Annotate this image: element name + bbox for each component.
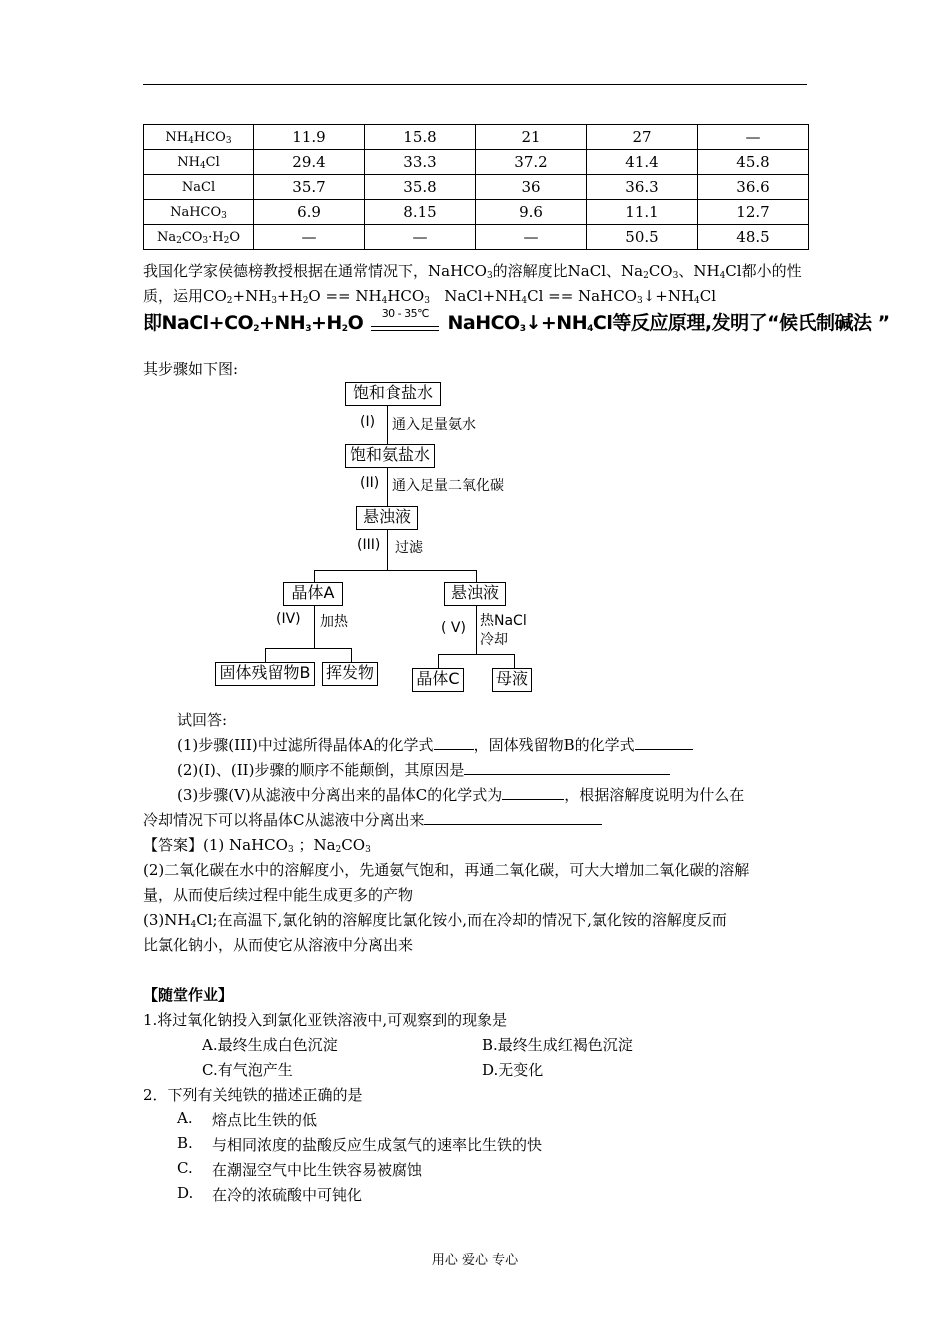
step-2-label: 通入足量二氧化碳 (392, 478, 504, 494)
question-1: (1)步骤(III)中过滤所得晶体A的化学式 ，固体残留物B的化学式 (177, 734, 693, 755)
table-row (144, 225, 809, 250)
question-3: (3)步骤(V)从滤液中分离出来的晶体C的化学式为 ，根据溶解度说明为什么在 (177, 786, 745, 804)
homework-question-1: 1.将过氧化钠投入到氯化亚铁溶液中,可观察到的现象是 (143, 1011, 508, 1029)
table-cell: 36.6 (698, 175, 809, 200)
box-crystal-a: 晶体A (283, 582, 343, 606)
table-cell: 41.4 (587, 150, 698, 175)
table-cell: 37.2 (476, 150, 587, 175)
row-label: NaHCO$_3$ (144, 200, 254, 225)
answer-blank (502, 784, 564, 800)
answer-2-line-2: 量，从而使后续过程中能生成更多的产物 (143, 886, 414, 904)
table-cell: 45.8 (698, 150, 809, 175)
option-2b-letter: B. (177, 1134, 193, 1152)
answer-1: 【答案】(1) NaHCO$_3$ ；$Na_2CO_3$ (143, 836, 371, 855)
box-suspension: 悬浊液 (356, 506, 418, 530)
option-1a: A.最终生成白色沉淀 (202, 1036, 338, 1054)
table-cell: — (476, 225, 587, 250)
option-1d: D.无变化 (482, 1061, 544, 1079)
option-2c-letter: C. (177, 1159, 193, 1177)
step-4-number: (IV) (276, 611, 301, 627)
table-cell: — (698, 125, 809, 150)
solubility-table (143, 124, 809, 250)
table-cell: 29.4 (254, 150, 365, 175)
box-mother-liquor: 母液 (492, 668, 532, 692)
table-cell: 50.5 (587, 225, 698, 250)
intro-line-1: 我国化学家侯德榜教授根据在通常情况下，NaHCO$_3$的溶解度比NaCl、$Na_2CO_3$、$NH_4Cl$都小的性 (143, 262, 802, 281)
step-5-label-cool: 冷却 (480, 632, 508, 648)
intro-line-2: 质，运用$CO_2+NH_3+H_2O == NH_4HCO_3$ $NaCl+NH_4Cl$ == $NaHCO_3↓+NH_4Cl$ (143, 287, 717, 306)
table-cell: 21 (476, 125, 587, 150)
answer-blank (635, 734, 693, 750)
box-volatiles: 挥发物 (322, 662, 378, 686)
step-3-label: 过滤 (395, 540, 423, 556)
option-1c: C.有气泡产生 (202, 1061, 293, 1079)
option-2b: 与相同浓度的盐酸反应生成氢气的速率比生铁的快 (212, 1136, 543, 1154)
table-cell: — (254, 225, 365, 250)
table-cell: 6.9 (254, 200, 365, 225)
step-5-label-heat: 热NaCl (480, 613, 527, 629)
homework-title: 【随堂作业】 (143, 986, 234, 1004)
row-label: $NH_4HCO_3$ (144, 125, 254, 150)
option-2c: 在潮湿空气中比生铁容易被腐蚀 (212, 1161, 423, 1179)
answer-blank (424, 809, 602, 825)
header-rule (143, 84, 807, 85)
option-2a-letter: A. (177, 1109, 193, 1127)
answer-2-line-1: (2)二氧化碳在水中的溶解度小，先通氨气饱和，再通二氧化碳，可大大增加二氧化碳的溶解 (143, 861, 750, 879)
answer-blank (434, 734, 474, 750)
table-cell: 36 (476, 175, 587, 200)
option-2d: 在冷的浓硫酸中可钝化 (212, 1186, 363, 1204)
table-cell: 9.6 (476, 200, 587, 225)
step-4-label: 加热 (320, 614, 348, 630)
table-cell: 35.7 (254, 175, 365, 200)
table-row (144, 200, 809, 225)
steps-intro: 其步骤如下图: (143, 360, 239, 378)
step-5-number: ( V) (441, 620, 466, 636)
page-footer: 用心 爱心 专心 (431, 1253, 519, 1268)
reaction-equation: 即$NaCl+CO_2+NH_3+H_2O$ 30 - 35℃ $NaHCO_3↓+NH_4Cl$等反应原理,发明了“候氏制碱法 ” (143, 306, 890, 334)
step-1-number: (I) (360, 414, 376, 430)
box-crystal-c: 晶体C (412, 668, 464, 692)
question-3-cont: 冷却情况下可以将晶体C从滤液中分离出来 (143, 809, 602, 830)
table-cell: 12.7 (698, 200, 809, 225)
table-cell: — (365, 225, 476, 250)
table-row (144, 150, 809, 175)
row-label: $Na_2CO_3\cdot H_2O$ (144, 225, 254, 250)
table-cell: 36.3 (587, 175, 698, 200)
table-cell: 48.5 (698, 225, 809, 250)
table-row (144, 175, 809, 200)
answer-3-line-2: 比氯化钠小，从而使它从溶液中分离出来 (143, 936, 414, 954)
homework-question-2: 2．下列有关纯铁的描述正确的是 (143, 1086, 363, 1104)
question-2: (2)(I)、(II)步骤的顺序不能颠倒，其原因是 (177, 759, 670, 780)
row-label: $NH_4Cl$ (144, 150, 254, 175)
table-cell: 11.9 (254, 125, 365, 150)
step-1-label: 通入足量氨水 (392, 417, 476, 433)
table-cell: 35.8 (365, 175, 476, 200)
table-cell: 27 (587, 125, 698, 150)
reaction-condition: 30 - 35℃ (371, 313, 439, 335)
answer-blank (464, 759, 670, 775)
step-2-number: (II) (360, 475, 380, 491)
questions-prompt: 试回答: (177, 711, 228, 729)
table-cell: 11.1 (587, 200, 698, 225)
box-solid-residue-b: 固体残留物B (215, 662, 315, 686)
option-1b: B.最终生成红褐色沉淀 (482, 1036, 633, 1054)
table-cell: 33.3 (365, 150, 476, 175)
option-2d-letter: D. (177, 1184, 194, 1202)
box-saturated-brine: 饱和食盐水 (345, 382, 441, 406)
table-cell: 8.15 (365, 200, 476, 225)
row-label: NaCl (144, 175, 254, 200)
table-cell: 15.8 (365, 125, 476, 150)
box-suspension-2: 悬浊液 (444, 582, 506, 606)
answer-3-line-1: $(3)NH_4Cl$;在高温下,氯化钠的溶解度比氯化铵小,而在冷却的情况下,氯化铵的溶解度反而 (143, 911, 727, 930)
step-3-number: (III) (357, 537, 381, 553)
option-2a: 熔点比生铁的低 (212, 1111, 318, 1129)
box-ammoniated-brine: 饱和氨盐水 (345, 444, 435, 468)
table-row (144, 125, 809, 150)
